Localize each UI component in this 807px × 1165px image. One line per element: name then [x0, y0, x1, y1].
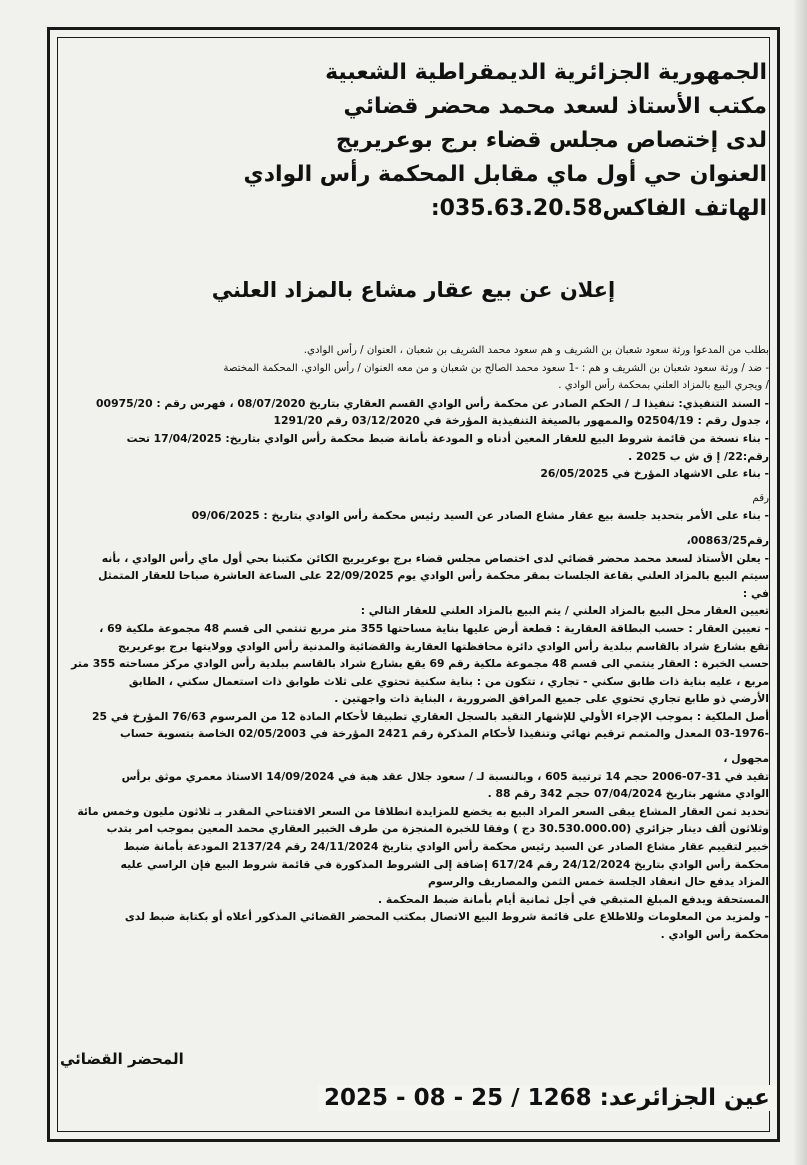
body-line: تقع بشارع شراد بالقاسم ببلدية رأس الوادي دائرة محافظتها العقارية والقضائية والمدنية رأس الوادي وولايتها برج بوعريريج: [118, 639, 769, 653]
body-line: الأرضي ذو طابع تجاري تحتوي على جميع المرافق الضرورية ، البناية ذات واجهتين .: [334, 692, 769, 706]
body-line: - تعيين العقار : حسب البطاقة العقارية : قطعة أرض عليها بناية مساحتها 355 متر مربع تنتمي الى قسم 48 مجموعة ملكية 69 ،: [99, 621, 769, 635]
body-line: - بناء على الأمر بتحديد جلسة بيع عقار مشاع الصادر عن السيد رئيس محكمة رأس الوادي بتاريخ : 09/06/2025: [191, 509, 769, 523]
page-edge-shadow: [793, 0, 807, 1165]
body-line: تعيين العقار محل البيع بالمزاد العلني / يتم البيع بالمزاد العلني للعقار التالي :: [360, 604, 769, 618]
body-line: - ولمزيد من المعلومات وللاطلاع على قائمة شروط البيع الاتصال بمكتب المحضر القضائي المذكور أعلاه أو بكتابة ضبط لدى: [124, 910, 769, 924]
body-line: تقيد في 31-07-2006 حجم 14 ترتيبة 605 ، وبالنسبة لـ / سعود جلال عقد هبة في 14/09/2024 الاستاذ معمري موثق برأس: [121, 769, 769, 783]
body-line: وثلاثون ألف دينار جزائري (30.530.000.00 دج ) وفقا للخبرة المنجزة من طرف الخبير العقاري محمد المعين بموجب امر بتدب: [106, 822, 769, 836]
body-line: - السند التنفيذي: تنفيذا لـ / الحكم الصادر عن محكمة رأس الوادي القسم العقاري بتاريخ 08/07/2020 ، فهرس رقم : 00975/20: [96, 396, 769, 410]
body-line: رقم00863/25،: [686, 533, 769, 547]
body-line: حسب الخبرة : العقار ينتمي الى قسم 48 مجموعة ملكية رقم 69 يقع بشارع شراد بالقاسم ببلدية رأس الوادي مركز مساحته 355 متر: [71, 657, 769, 671]
office-header: [67, 56, 767, 226]
body-line: - بناء على الاشهاد المؤرخ في 26/05/2025: [540, 467, 769, 481]
header-line-address: العنوان حي أول ماي مقابل المحكمة رأس الوادي: [243, 162, 767, 187]
body-line: الوادي مشهر بتاريخ 07/04/2024 حجم 342 رقم 88 .: [487, 787, 769, 801]
body-line: رقم:22/ إ ق ش ب 2025 .: [628, 449, 769, 463]
body-line: المستحقة ويدفع المبلغ المتبقي في أجل ثمانية أيام بأمانة ضبط المحكمة .: [378, 892, 769, 906]
body-line: مربع ، عليه بناية ذات طابق سكني - تجاري ، تتكون من : بناية سكنية تحتوي على ثلاث طوابق ذات استعمال سكني ، الطابق: [128, 674, 769, 688]
body-line: في :: [742, 586, 769, 600]
body-line: / ويجري البيع بالمزاد العلني بمحكمة رأس الوادي .: [558, 380, 769, 392]
body-line: بطلب من المدعوا ورثة سعود شعبان بن الشريف و هم سعود محمد الشريف بن شعبان ، العنوان / رأس الوادي.: [303, 345, 769, 356]
body-line: -03-1976 المعدل والمتمم ترقيم نهائي وتنفيذا لأحكام المذكرة رقم 2421 المؤرخة في 02/05/2003 الخاصة بتسوية حساب: [119, 727, 769, 741]
header-line-republic: الجمهورية الجزائرية الديمقراطية الشعبية: [325, 60, 767, 85]
body-line: المزاد يدفع حال انعقاد الجلسة خمس الثمن والمصاريف والرسوم: [427, 875, 769, 889]
body-line: - يعلن الأستاذ لسعد محمد محضر قضائي لدى اختصاص مجلس قضاء برج بوعريريج الكائن مكتبنا بحي أول ماي رأس الوادي ، بأنه: [101, 551, 769, 565]
newspaper-issue-stamp: عين الجزائرعد: 1268 / 25 - 08 - 2025: [318, 1085, 776, 1111]
header-line-phone: الهاتف الفاكس035.63.20.58:: [430, 196, 767, 221]
body-line: ، جدول رقم : 02504/19 والممهور بالصيغة التنفيذية المؤرخة في 03/12/2020 رقم 1291/20: [273, 414, 769, 428]
body-line: محكمة رأس الوادي بتاريخ 24/12/2024 رقم 617/24 إضافة إلى الشروط المذكورة في قائمة شروط البيع فإن الراسي عليه: [120, 857, 769, 871]
body-line: سيتم البيع بالمزاد العلني بقاعة الجلسات بمقر محكمة رأس الوادي يوم 22/09/2025 على الساعة العاشرة صباحا للعقار المتمثل: [98, 569, 769, 583]
body-line: أصل الملكية : بموجب الإجراء الأولي للإشهار التقيد بالسجل العقاري تطبيقا لأحكام المادة 12 من المرسوم 76/63 المؤرخ في 25: [92, 709, 769, 723]
notice-body: [71, 342, 769, 944]
header-line-jurisdiction: لدى إختصاص مجلس قضاء برج بوعريريج: [335, 128, 767, 153]
body-line: - ضد / ورثة سعود شعبان بن الشريف و هم : -1 سعود محمد الصالح بن شعبان و من معه العنوان / رأس الوادي. المحكمة المختصة: [223, 362, 769, 374]
body-line: خبير لتقييم عقار مشاع الصادر عن السيد رئيس محكمة رأس الوادي بتاريخ 24/11/2024 رقم 2137/24 المودعة بأمانة ضبط: [123, 840, 769, 854]
bailiff-signature-label: المحضر القضائي: [60, 1050, 184, 1068]
header-line-office: مكتب الأستاذ لسعد محمد محضر قضائي: [343, 94, 767, 119]
body-line: مجهول ،: [723, 752, 769, 766]
body-line: - بناء نسخة من قائمة شروط البيع للعقار المعين أدناه و المودعة بأمانة ضبط محكمة رأس الوادي بتاريخ: 17/04/2025 تحت: [126, 431, 769, 445]
notice-title: إعلان عن بيع عقار مشاع بالمزاد العلني: [211, 278, 616, 302]
body-line: رقم: [752, 492, 769, 504]
body-line: محكمة رأس الوادي .: [660, 928, 769, 941]
body-line: تحديد ثمن العقار المشاع يبقى السعر المراد البيع به يخضع للمزايدة انطلاقا من السعر الافتتاحي المقدر بـ ثلاثون مليون وخمس مائة: [77, 804, 769, 818]
